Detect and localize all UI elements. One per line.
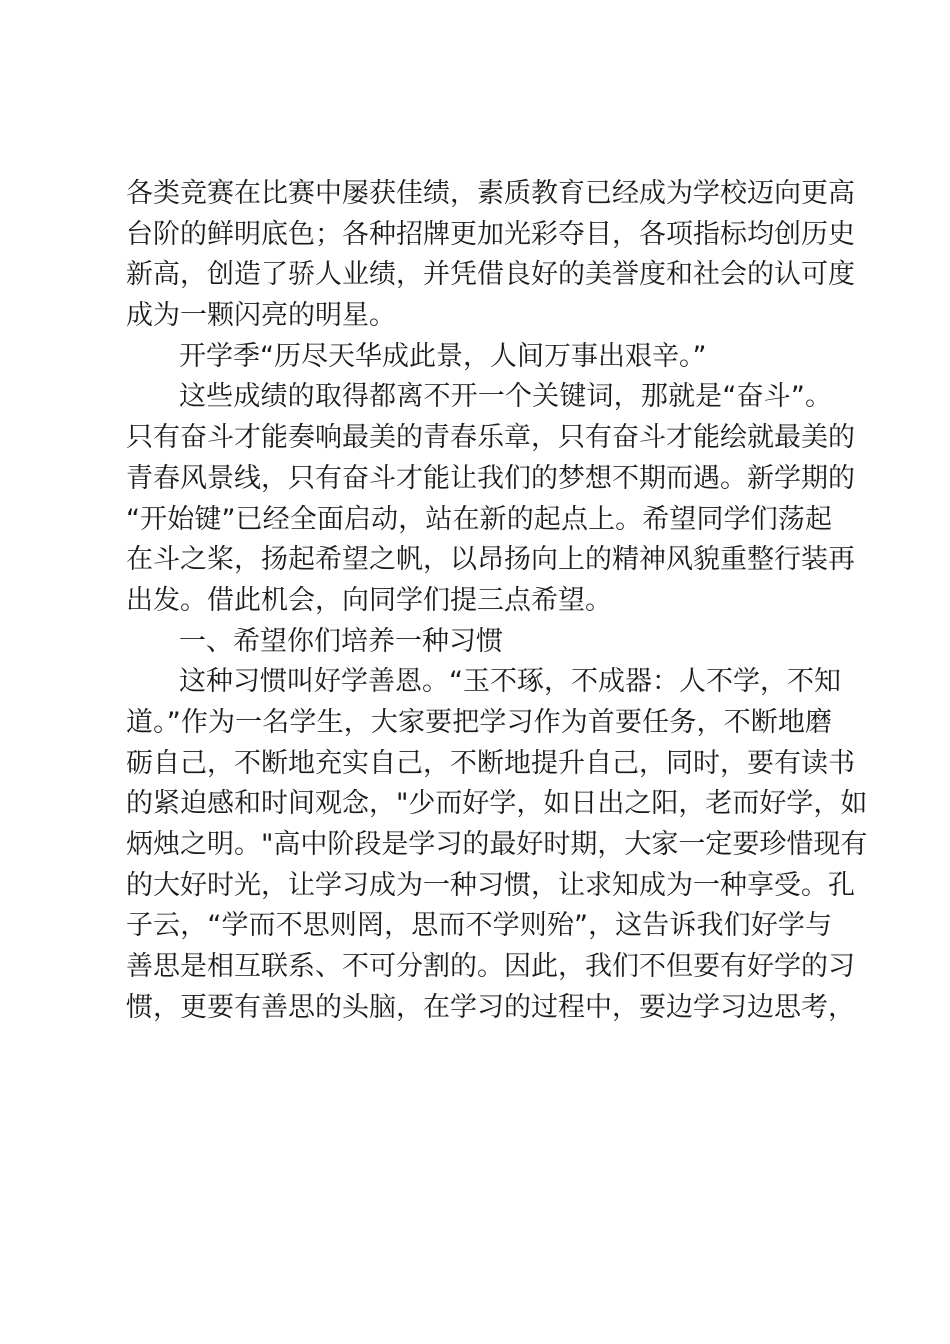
text-line: 青春风景线，只有奋斗才能让我们的梦想不期而遇。新学期的: [126, 462, 855, 494]
body-text: [126, 174, 868, 1028]
text-line: 只有奋斗才能奏响最美的青春乐章，只有奋斗才能绘就最美的: [126, 422, 855, 454]
paragraph-start-line: 开学季“历尽天华成此景，人间万事出艰辛。”: [179, 340, 707, 372]
section-heading: 一、希望你们培养一种习惯: [179, 625, 503, 657]
paragraph-start-line: 这种习惯叫好学善恩。“玉不琢，不成器：人不学，不知: [179, 666, 841, 698]
text-line: 在斗之桨，扬起希望之帆，以昂扬向上的精神风貌重整行装再: [126, 544, 855, 576]
text-line: 新高，创造了骄人业绩，并凭借良好的美誉度和社会的认可度: [126, 259, 855, 291]
text-line: 道。”作为一名学生，大家要把学习作为首要任务，不断地磨: [126, 706, 832, 738]
text-line: 的大好时光，让学习成为一种习惯，让求知成为一种享受。孔: [126, 869, 855, 901]
paragraph-start-line: 这些成绩的取得都离不开一个关键词，那就是“奋斗”。: [179, 381, 832, 413]
text-line: 各类竞赛在比赛中屡获佳绩，素质教育已经成为学校迈向更高: [126, 178, 855, 209]
text-line: 惯，更要有善思的头脑，在学习的过程中，要边学习边思考，: [126, 991, 855, 1023]
text-line: 子云，“学而不思则罔，思而不学则殆”，这告诉我们好学与: [126, 910, 832, 942]
text-line: 炳烛之明。"高中阶段是学习的最好时期，大家一定要珍惜现有: [126, 829, 868, 860]
text-line: 台阶的鲜明底色；各种招牌更加光彩夺目，各项指标均创历史: [126, 218, 855, 250]
text-line: 砺自己，不断地充实自己，不断地提升自己，同时，要有读书: [126, 747, 855, 779]
text-line: 善思是相互联系、不可分割的。因此，我们不但要有好学的习: [126, 951, 855, 983]
text-line: 成为一颗闪亮的明星。: [126, 300, 396, 332]
text-line: “开始键”已经全面启动，站在新的起点上。希望同学们荡起: [126, 503, 832, 535]
text-line: 的紧迫感和时间观念，"少而好学，如日出之阳，老而好学，如: [126, 788, 868, 820]
text-line: 出发。借此机会，向同学们提三点希望。: [126, 584, 612, 616]
